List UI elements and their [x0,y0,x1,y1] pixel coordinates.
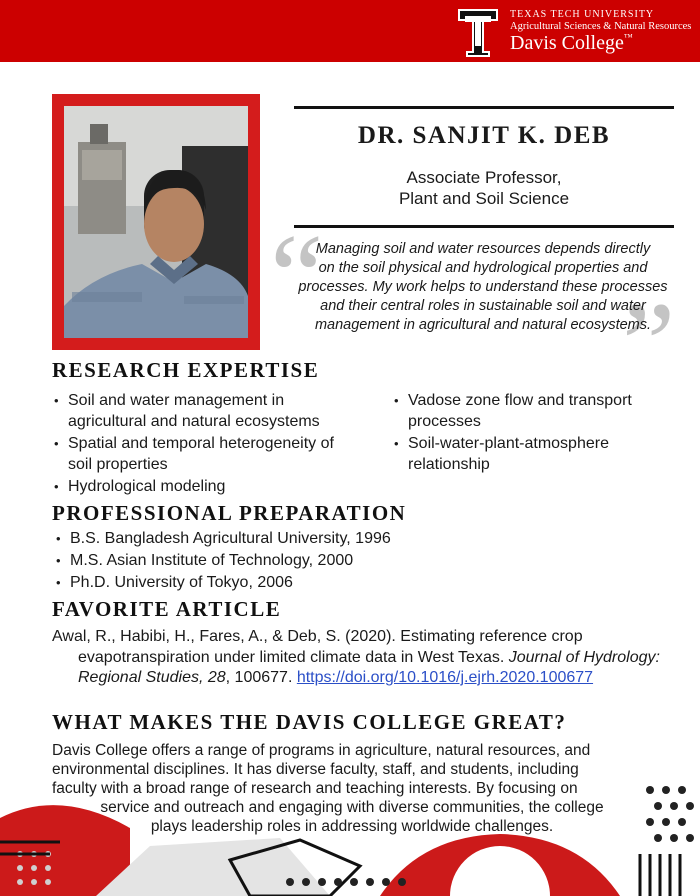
quote-line: Managing soil and water resources depends directly [315,241,651,257]
title-line-2: Plant and Soil Science [398,189,570,208]
list-item: • B.S. Bangladesh Agricultural University, 1996 [56,528,556,549]
research-quote [276,240,690,335]
portrait-frame [52,94,260,350]
paragraph-line: service and outreach and engaging with diverse communities, the college [100,799,604,816]
article-heading: FAVORITE ARTICLE [52,597,282,621]
quote-line: and their central roles in sustainable soil and water [320,298,646,314]
list-item: • M.S. Asian Institute of Technology, 2000 [56,550,556,571]
article-citation [52,627,678,689]
title-line-1: Associate Professor, [406,168,562,187]
open-quote-icon: “ [270,209,324,342]
header-banner [0,0,700,62]
preparation-heading: PROFESSIONAL PREPARATION [52,501,407,525]
great-heading: WHAT MAKES THE DAVIS COLLEGE GREAT? [52,710,567,734]
double-t-logo-icon [456,6,500,58]
university-name: TEXAS TECH UNIVERSITY [510,9,655,20]
close-quote-icon: ” [622,277,676,410]
research-list-right [394,390,684,476]
research-heading: RESEARCH EXPERTISE [52,358,320,382]
doi-link[interactable]: https://doi.org/10.1016/j.ejrh.2020.100677 [296,669,594,686]
paragraph-line: faculty with a broad range of research and teaching interests. By focusing on [52,780,578,797]
list-item: • Hydrological modeling [54,476,384,497]
list-item: • Soil-water-plant-atmosphere relationship [394,433,684,475]
research-list-left [54,390,384,498]
top-rule [294,106,674,109]
list-item: • Soil and water management in agricultural and natural ecosystems [54,390,384,432]
portrait-photo [64,106,248,338]
list-item: • Vadose zone flow and transport processes [394,390,684,432]
portrait-illustration [64,106,248,338]
subunit-name: Agricultural Sciences & Natural Resources [510,21,692,32]
citation-pages: , 100677. [225,669,297,686]
citation-text: Awal, R., Habibi, H., Fares, A., & Deb, S. (2020). Estimating reference crop evapotranspiration under limited climate data in West Texas. [52,628,583,666]
paragraph-line: Davis College offers a range of programs in agriculture, natural resources, and [52,742,591,759]
quote-line: on the soil physical and hydrological properties and [318,260,648,276]
preparation-list [56,528,556,594]
journal-name: Journal of Hydrology: Regional Studies, 28 [78,648,660,686]
great-paragraph [52,741,672,836]
list-item: • Spatial and temporal heterogeneity of soil properties [54,433,384,475]
quote-line: processes. My work helps to understand these processes [298,279,668,295]
bottom-rule [294,225,674,228]
paragraph-line: plays leadership roles in addressing worldwide challenges. [150,818,554,835]
college-name: Davis College™ [510,32,633,54]
person-name: DR. SANJIT K. DEB [357,122,611,149]
list-item: • Ph.D. University of Tokyo, 2006 [56,572,556,593]
paragraph-line: environmental disciplines. It has diverse faculty, staff, and students, including [52,761,579,778]
quote-line: management in agricultural and natural ecosystems. [314,317,652,333]
